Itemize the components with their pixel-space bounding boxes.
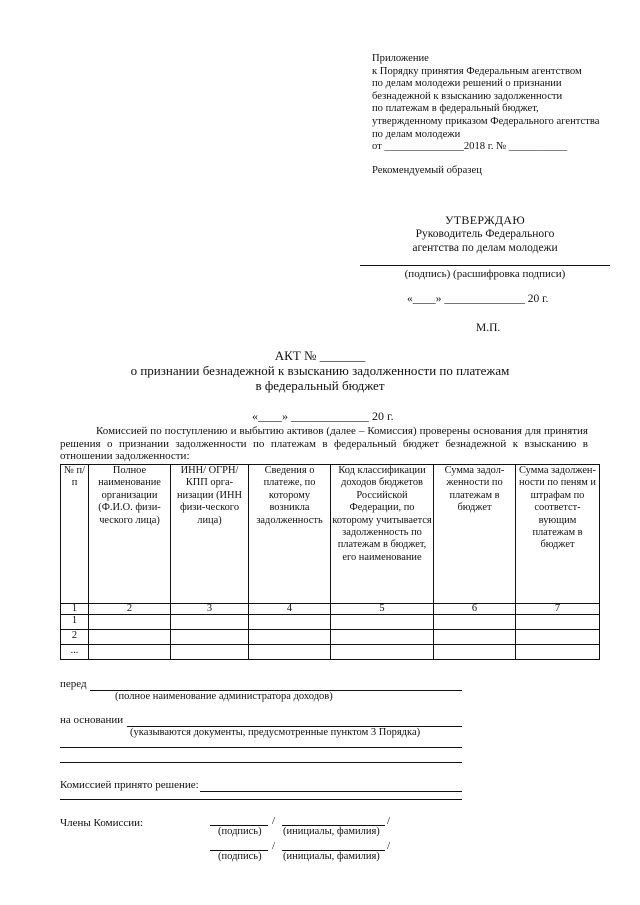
separator-slash: /	[272, 840, 276, 852]
table-header-cell: Сведения о платеже, по которому возникла задолженность	[249, 465, 331, 604]
stamp-place-label: М.П.	[476, 322, 501, 334]
table-number-cell: 3	[171, 604, 249, 615]
table-cell[interactable]	[249, 615, 331, 630]
approval-block	[360, 213, 610, 255]
act-title-block	[0, 348, 640, 393]
appendix-line: к Порядку принятия Федеральным агентством	[372, 65, 582, 77]
table-header-cell: ИНН/ ОГРН/ КПП орга-низации (ИНН физи-ческого лица)	[171, 465, 249, 604]
table-cell[interactable]	[171, 630, 249, 645]
table-header-row	[61, 465, 600, 604]
table-header-cell: № п/п	[61, 465, 89, 604]
act-subtitle: в федеральный бюджет	[255, 378, 385, 393]
member-signature-caption: (подпись)	[218, 826, 262, 837]
act-paragraph-text: Комиссией по поступлению и выбытию активов (далее – Комиссия) проверены основания для принятия решения о признании задолженности по платежам в федеральный бюджет безнадежной к взысканию в отношении задолженности:	[60, 425, 588, 462]
table-cell[interactable]	[249, 630, 331, 645]
table-cell[interactable]	[89, 615, 171, 630]
appendix-line: по делам молодежи решений о признании	[372, 78, 562, 90]
basis-label: на основании	[60, 714, 124, 726]
table-cell[interactable]	[516, 645, 600, 660]
table-cell[interactable]	[331, 645, 434, 660]
table-row-number: 1	[61, 615, 89, 630]
appendix-line: по платежам в федеральный бюджет,	[372, 103, 539, 115]
table-header-cell: Полное наименование организации (Ф.И.О. физи-ческого лица)	[89, 465, 171, 604]
table-cell[interactable]	[171, 645, 249, 660]
debt-table	[60, 464, 600, 660]
basis-input-line[interactable]	[60, 762, 462, 763]
table-row	[61, 630, 600, 645]
table-row-number: 2	[61, 630, 89, 645]
appendix-line: Приложение	[372, 53, 429, 64]
table-number-cell: 1	[61, 604, 89, 615]
table-cell[interactable]	[89, 645, 171, 660]
separator-slash: /	[387, 815, 391, 827]
table-cell[interactable]	[331, 630, 434, 645]
table-cell[interactable]	[434, 630, 516, 645]
approval-signature-line[interactable]	[360, 265, 610, 266]
table-header-cell: Сумма задол-женности по платежам в бюджет	[434, 465, 516, 604]
table-cell[interactable]	[516, 630, 600, 645]
before-caption: (полное наименование администратора доходов)	[115, 691, 333, 702]
act-date[interactable]: «____» _____________ 20 г.	[252, 409, 394, 423]
table-row	[61, 645, 600, 660]
basis-input-line[interactable]	[60, 747, 462, 748]
appendix-line: утвержденному приказом Федерального агентства	[372, 115, 600, 127]
table-number-row	[61, 604, 600, 615]
act-subtitle: о признании безнадежной к взысканию задолженности по платежам	[130, 363, 510, 378]
table-number-cell: 6	[434, 604, 516, 615]
decision-input-line[interactable]	[200, 791, 462, 792]
decision-label: Комиссией принято решение:	[60, 779, 199, 791]
table-cell[interactable]	[89, 630, 171, 645]
approval-date[interactable]: «____» ______________ 20 г.	[407, 293, 549, 305]
table-cell[interactable]	[249, 645, 331, 660]
table-header-cell: Код классификации доходов бюджетов Российской Федерации, по которому учитывается задолженность по платежам в бюджет, его наименование	[331, 465, 434, 604]
table-cell[interactable]	[331, 615, 434, 630]
approval-signature-caption: (подпись) (расшифровка подписи)	[404, 268, 566, 280]
before-label: перед	[60, 678, 87, 690]
appendix-line: от _______________2018 г. № ___________	[372, 141, 568, 153]
table-header-cell: Сумма задолжен-ности по пеням и штрафам по соответст-вующим платежам в бюджет	[516, 465, 600, 604]
member-signature-caption: (подпись)	[218, 851, 262, 862]
table-row	[61, 615, 600, 630]
member-name-caption: (инициалы, фамилия)	[283, 826, 380, 837]
approval-title: УТВЕРЖДАЮ	[444, 213, 526, 227]
table-cell[interactable]	[171, 615, 249, 630]
act-title: АКТ № _______	[274, 348, 366, 363]
table-row-number: ...	[61, 645, 89, 660]
table-cell[interactable]	[516, 615, 600, 630]
table-cell[interactable]	[434, 615, 516, 630]
appendix-line: безнадежной к взысканию задолженности	[372, 90, 563, 102]
members-label: Члены Комиссии:	[60, 817, 144, 829]
basis-caption: (указываются документы, предусмотренные пунктом 3 Порядка)	[130, 727, 421, 738]
act-paragraph	[60, 425, 588, 463]
table-number-cell: 4	[249, 604, 331, 615]
separator-slash: /	[387, 840, 391, 852]
decision-input-line[interactable]	[60, 799, 462, 800]
separator-slash: /	[272, 815, 276, 827]
table-number-cell: 7	[516, 604, 600, 615]
table-cell[interactable]	[434, 645, 516, 660]
table-number-cell: 5	[331, 604, 434, 615]
appendix-line: по делам молодежи	[372, 128, 461, 140]
recommended-sample-label: Рекомендуемый образец	[372, 165, 482, 176]
approval-line: агентства по делам молодежи	[412, 242, 558, 254]
member-name-caption: (инициалы, фамилия)	[283, 851, 380, 862]
table-number-cell: 2	[89, 604, 171, 615]
approval-line: Руководитель Федерального	[415, 228, 555, 240]
appendix-header	[372, 53, 599, 154]
